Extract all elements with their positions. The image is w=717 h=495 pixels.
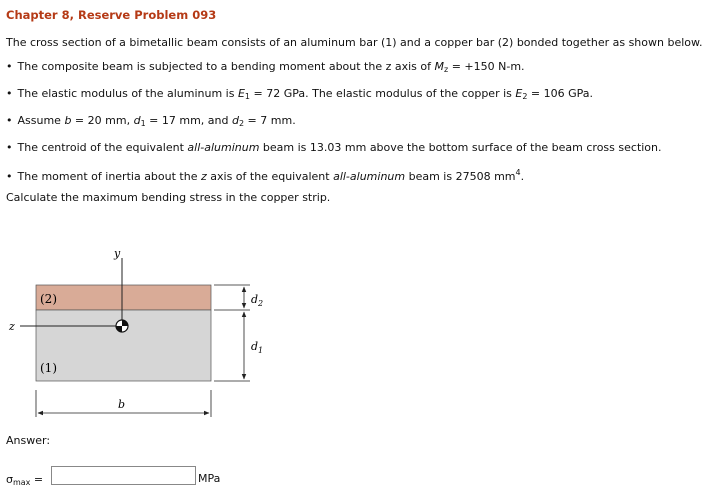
problem-question: Calculate the maximum bending stress in the copper strip. [6, 191, 331, 204]
b-dimension-label: b [118, 398, 126, 411]
bullet-dimensions: • Assume b = 20 mm, $d_1 = 17$ mm, and $d_2 = 7$ mm. [6, 114, 296, 128]
cross-section-diagram [0, 240, 300, 425]
bullet-bending-moment: • The composite beam is subjected to a bending moment about the z axis of $M_z = +150$ N-m. [6, 60, 525, 74]
bar1-label: (1) [40, 361, 57, 375]
bullet-moment-of-inertia: • The moment of inertia about the z axis of the equivalent all-aluminum beam is 27508 $mm^4$. [6, 168, 524, 183]
answer-label: Answer: [6, 434, 51, 447]
sigma-max-label: $\sigma_{max}$ = [6, 473, 44, 487]
bar2-label: (2) [40, 292, 57, 306]
bullet-elastic-modulus: • The elastic modulus of the aluminum is $E_1 = 72$ GPa. The elastic modulus of the copper is $E_2 = 106$ GPa. [6, 87, 593, 101]
problem-title: Chapter 8, Reserve Problem 093 [6, 8, 217, 22]
z-axis-label: z [9, 320, 15, 333]
sigma-max-input[interactable] [51, 466, 196, 485]
y-axis-label: y [114, 247, 121, 260]
d1-dimension-label: $d_1$ [251, 340, 264, 355]
centroid-icon [116, 320, 128, 332]
unit-label: MPa [198, 472, 221, 485]
problem-intro: The cross section of a bimetallic beam consists of an aluminum bar (1) and a copper bar (2) bonded together as shown below. [6, 36, 703, 49]
d2-dimension-label: $d_2$ [251, 293, 264, 308]
copper-bar [36, 285, 211, 310]
bullet-centroid: • The centroid of the equivalent all-aluminum beam is 13.03 mm above the bottom surface of the beam cross section. [6, 141, 662, 154]
